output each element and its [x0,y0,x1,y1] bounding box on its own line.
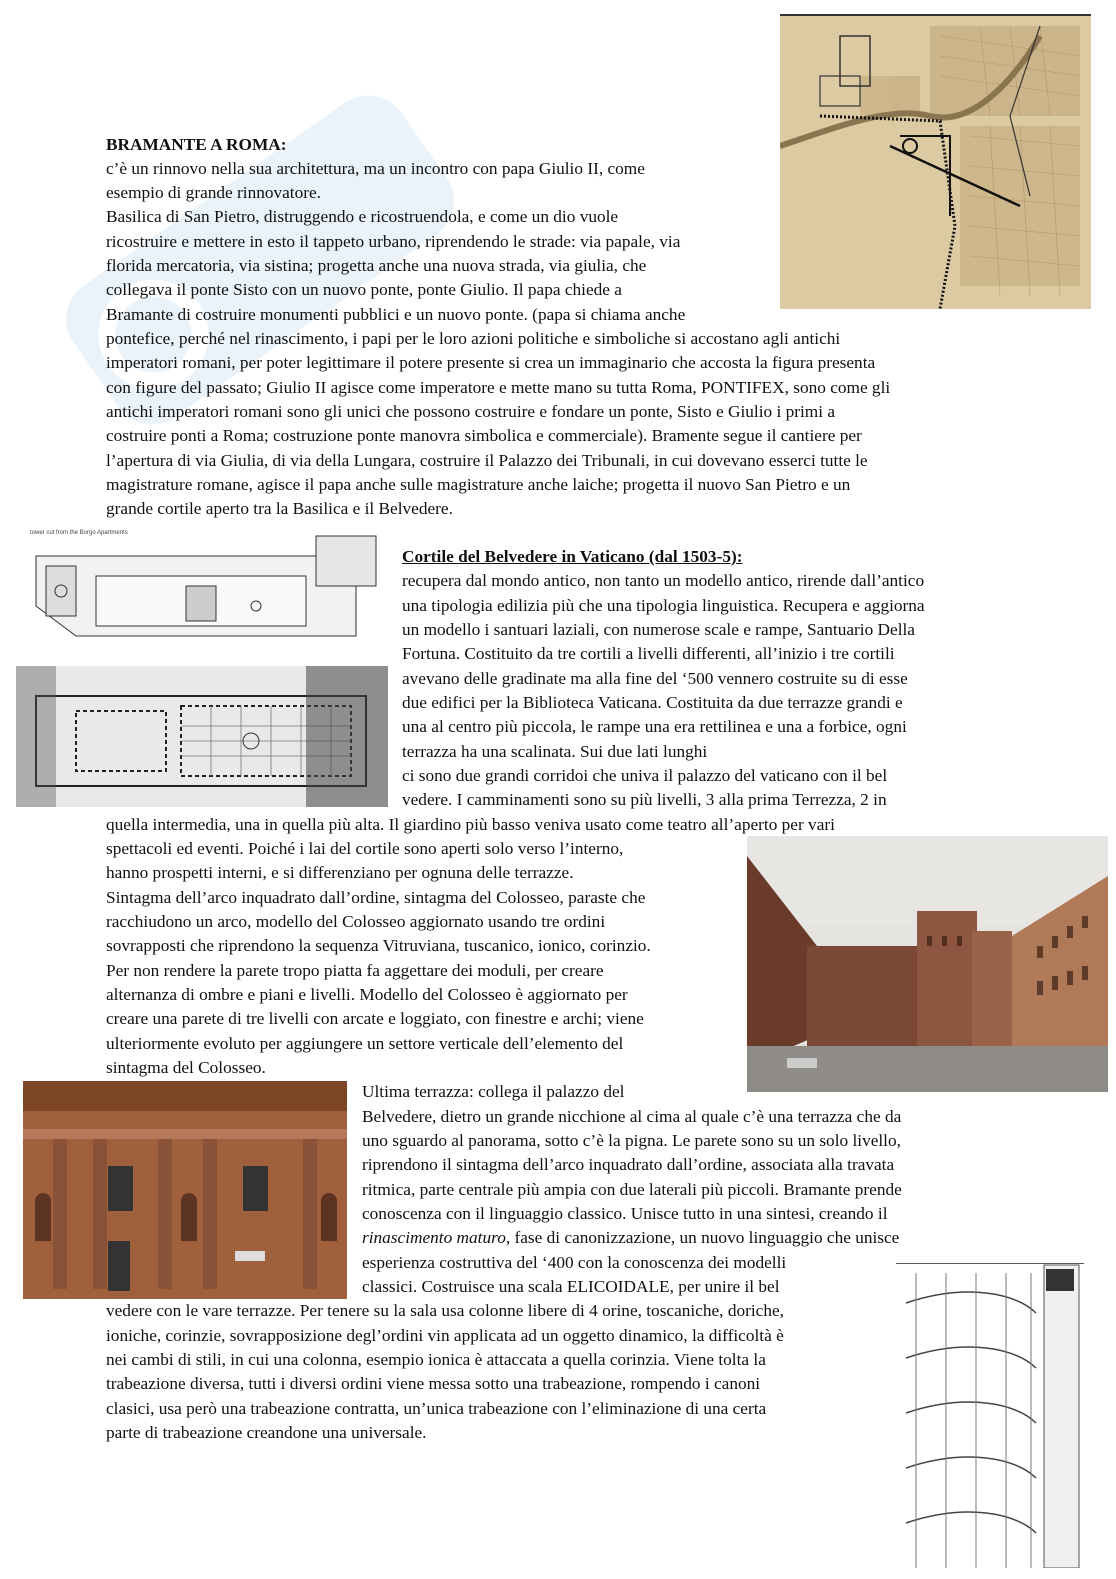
section1-line: collegava il ponte Sisto con un nuovo ponte, ponte Giulio. Il papa chiede a [106,280,622,299]
section3-line: Belvedere, dietro un grande nicchione al cima al quale c’è una terrazza che da [362,1107,902,1126]
section2-line: una tipologia edilizia più che una tipologia linguistica. Recupera e aggiorna [402,596,925,615]
section1-line: costruire ponti a Roma; costruzione ponte manovra simbolica e commerciale). Bramente segue il cantiere per [106,426,862,445]
section3-line: trabeazione diversa, tutti i diversi ordini viene messa sotto una trabeazione, rompendo i canoni [106,1374,761,1393]
section1-heading: BRAMANTE A ROMA: [106,135,287,154]
section2-line: sintagma del Colosseo. [106,1058,266,1077]
section2-line: quella intermedia, una in quella più alta. Il giardino più basso veniva usato come teatro all’aperto per vari [106,815,835,834]
section1-line: ricostruire e mettere in esto il tappeto urbano, riprendendo le strade: via papale, via [106,232,681,251]
section2-line: recupera dal mondo antico, non tanto un modello antico, rirende dall’antico [402,571,925,590]
section2-line: Fortuna. Costituito da tre cortili a livelli differenti, all’inizio i tre cortili [402,644,895,663]
section3-line: uno sguardo al panorama, sotto c’è la pigna. Le parete sono su un solo livello, [362,1131,901,1150]
section2-line: ci sono due grandi corridoi che univa il palazzo del vaticano con il bel [402,766,888,785]
section1-line: magistrature romane, agisce il papa anche sulle magistrature anche laiche; progetta il nuovo San Pietro e un [106,475,851,494]
helical-staircase-drawing [896,1263,1084,1568]
section3-line: conoscenza con il linguaggio classico. Unisce tutto in una sintesi, creando il [362,1204,888,1223]
section1-line: grande cortile aperto tra la Basilica e il Belvedere. [106,499,453,518]
section2-line: racchiudono un arco, modello del Colosseo aggiornato usando tre ordini [106,912,606,931]
section2-line: ulteriormente evoluto per aggiungere un settore verticale dell’elemento del [106,1034,624,1053]
cortile-belvedere-photo [747,836,1108,1092]
section1-line: Bramante di costruire monumenti pubblici e un nuovo ponte. (papa si chiama anche [106,305,686,324]
section2-line: due edifici per la Biblioteca Vaticana. Costituita da due terrazze grandi e [402,693,903,712]
section2-line: avevano delle gradinate ma alla fine del ‘500 vennero costruite su di esse [402,669,908,688]
section3-line: ritmica, parte centrale più ampia con due laterali più piccoli. Bramante prende [362,1180,902,1199]
section1-line: esempio di grande rinnovatore. [106,183,321,202]
section3-line: Ultima terrazza: collega il palazzo del [362,1082,625,1101]
rome-map-image [780,14,1091,309]
rinascimento-maturo-term: rinascimento maturo [362,1228,506,1247]
section1-line: antichi imperatori romani sono gli unici che possono costruire e fondare un ponte, Sisto e Giulio i primi a [106,402,836,421]
section3-line: ioniche, corinzie, sovrapposizione degl’ordini vin applicata ad un oggetto dinamico, la difficoltà è [106,1326,784,1345]
facade-photo [23,1081,347,1299]
section3-line-rinascimento [362,1226,899,1250]
section3-line7-rest: , fase di canonizzazione, un nuovo linguaggio che unisce [505,1228,900,1247]
section2-line: un modello i santuari laziali, con numerose scale e rampe, Santuario Della [402,620,915,639]
section3-line: classici. Costruisce una scala ELICOIDALE, per unire il bel [362,1277,780,1296]
section2-line: Per non rendere la parete tropo piatta fa aggettare dei moduli, per creare [106,961,604,980]
plan-caption: tower cut from the Borgo Apartments [30,530,128,536]
section1-line: florida mercatoria, via sistina; progetta anche una nuova strada, via giulia, che [106,256,647,275]
section1-line: con figure del passato; Giulio II agisce come imperatore e mette mano su tutta Roma, PONTIFEX, sono come gli [106,378,891,397]
section1-line: c’è un rinnovo nella sua architettura, ma un incontro con papa Giulio II, come [106,159,645,178]
section2-line: hanno prospetti interni, e si differenziano per ognuna delle terrazze. [106,863,574,882]
section2-line: creare una parete di tre livelli con arcate e loggiato, con finestre e archi; viene [106,1009,644,1028]
section1-line: Basilica di San Pietro, distruggendo e ricostruendola, e come un dio vuole [106,207,619,226]
section2-heading: Cortile del Belvedere in Vaticano (dal 1503-5): [402,547,743,566]
section1-line: imperatori romani, per poter legittimare il potere presente si crea un immaginario che accosta la figura presenta [106,353,876,372]
section2-line: una al centro più piccola, le rampe una era rettilinea e una a forbice, ogni [402,717,907,736]
section2-line: spettacoli ed eventi. Poiché i lai del cortile sono aperti solo verso l’interno, [106,839,624,858]
section1-line: pontefice, perché nel rinascimento, i papi per le loro azioni politiche e simboliche si accostano agli antichi [106,329,841,348]
section1-line: l’apertura di via Giulia, di via della Lungara, costruire il Palazzo dei Tribunali, in cui dovevano esserci tutte le [106,451,868,470]
section3-line: vedere con le vare terrazze. Per tenere su la sala usa colonne libere di 4 orine, toscaniche, doriche, [106,1301,784,1320]
section3-line: clasici, usa però una trabeazione contratta, un’unica trabeazione con l’eliminazione di una certa [106,1399,767,1418]
section2-line: alternanza di ombre e piani e livelli. Modello del Colosseo è aggiornato per [106,985,628,1004]
section2-line: sovrapposti che riprendono la sequenza Vitruviana, tuscanico, ionico, corinzio. [106,936,651,955]
section3-line: riprendono il sintagma dell’arco inquadrato dall’ordine, associata alla travata [362,1155,895,1174]
section2-line: Sintagma dell’arco inquadrato dall’ordine, sintagma del Colosseo, paraste che [106,888,646,907]
section2-line: terrazza ha una scalinata. Sui due lati lunghi [402,742,708,761]
section3-line: esperienza costruttiva del ‘400 con la conoscenza dei modelli [362,1253,787,1272]
belvedere-plan-drawings [16,526,388,807]
section2-line: vedere. I camminamenti sono su più livelli, 3 alla prima Terrezza, 2 in [402,790,887,809]
section3-line: parte di trabeazione creandone una universale. [106,1423,427,1442]
section3-line: nei cambi di stili, in cui una colonna, esempio ionica è attaccata a quella corinzia. Viene tolta la [106,1350,766,1369]
